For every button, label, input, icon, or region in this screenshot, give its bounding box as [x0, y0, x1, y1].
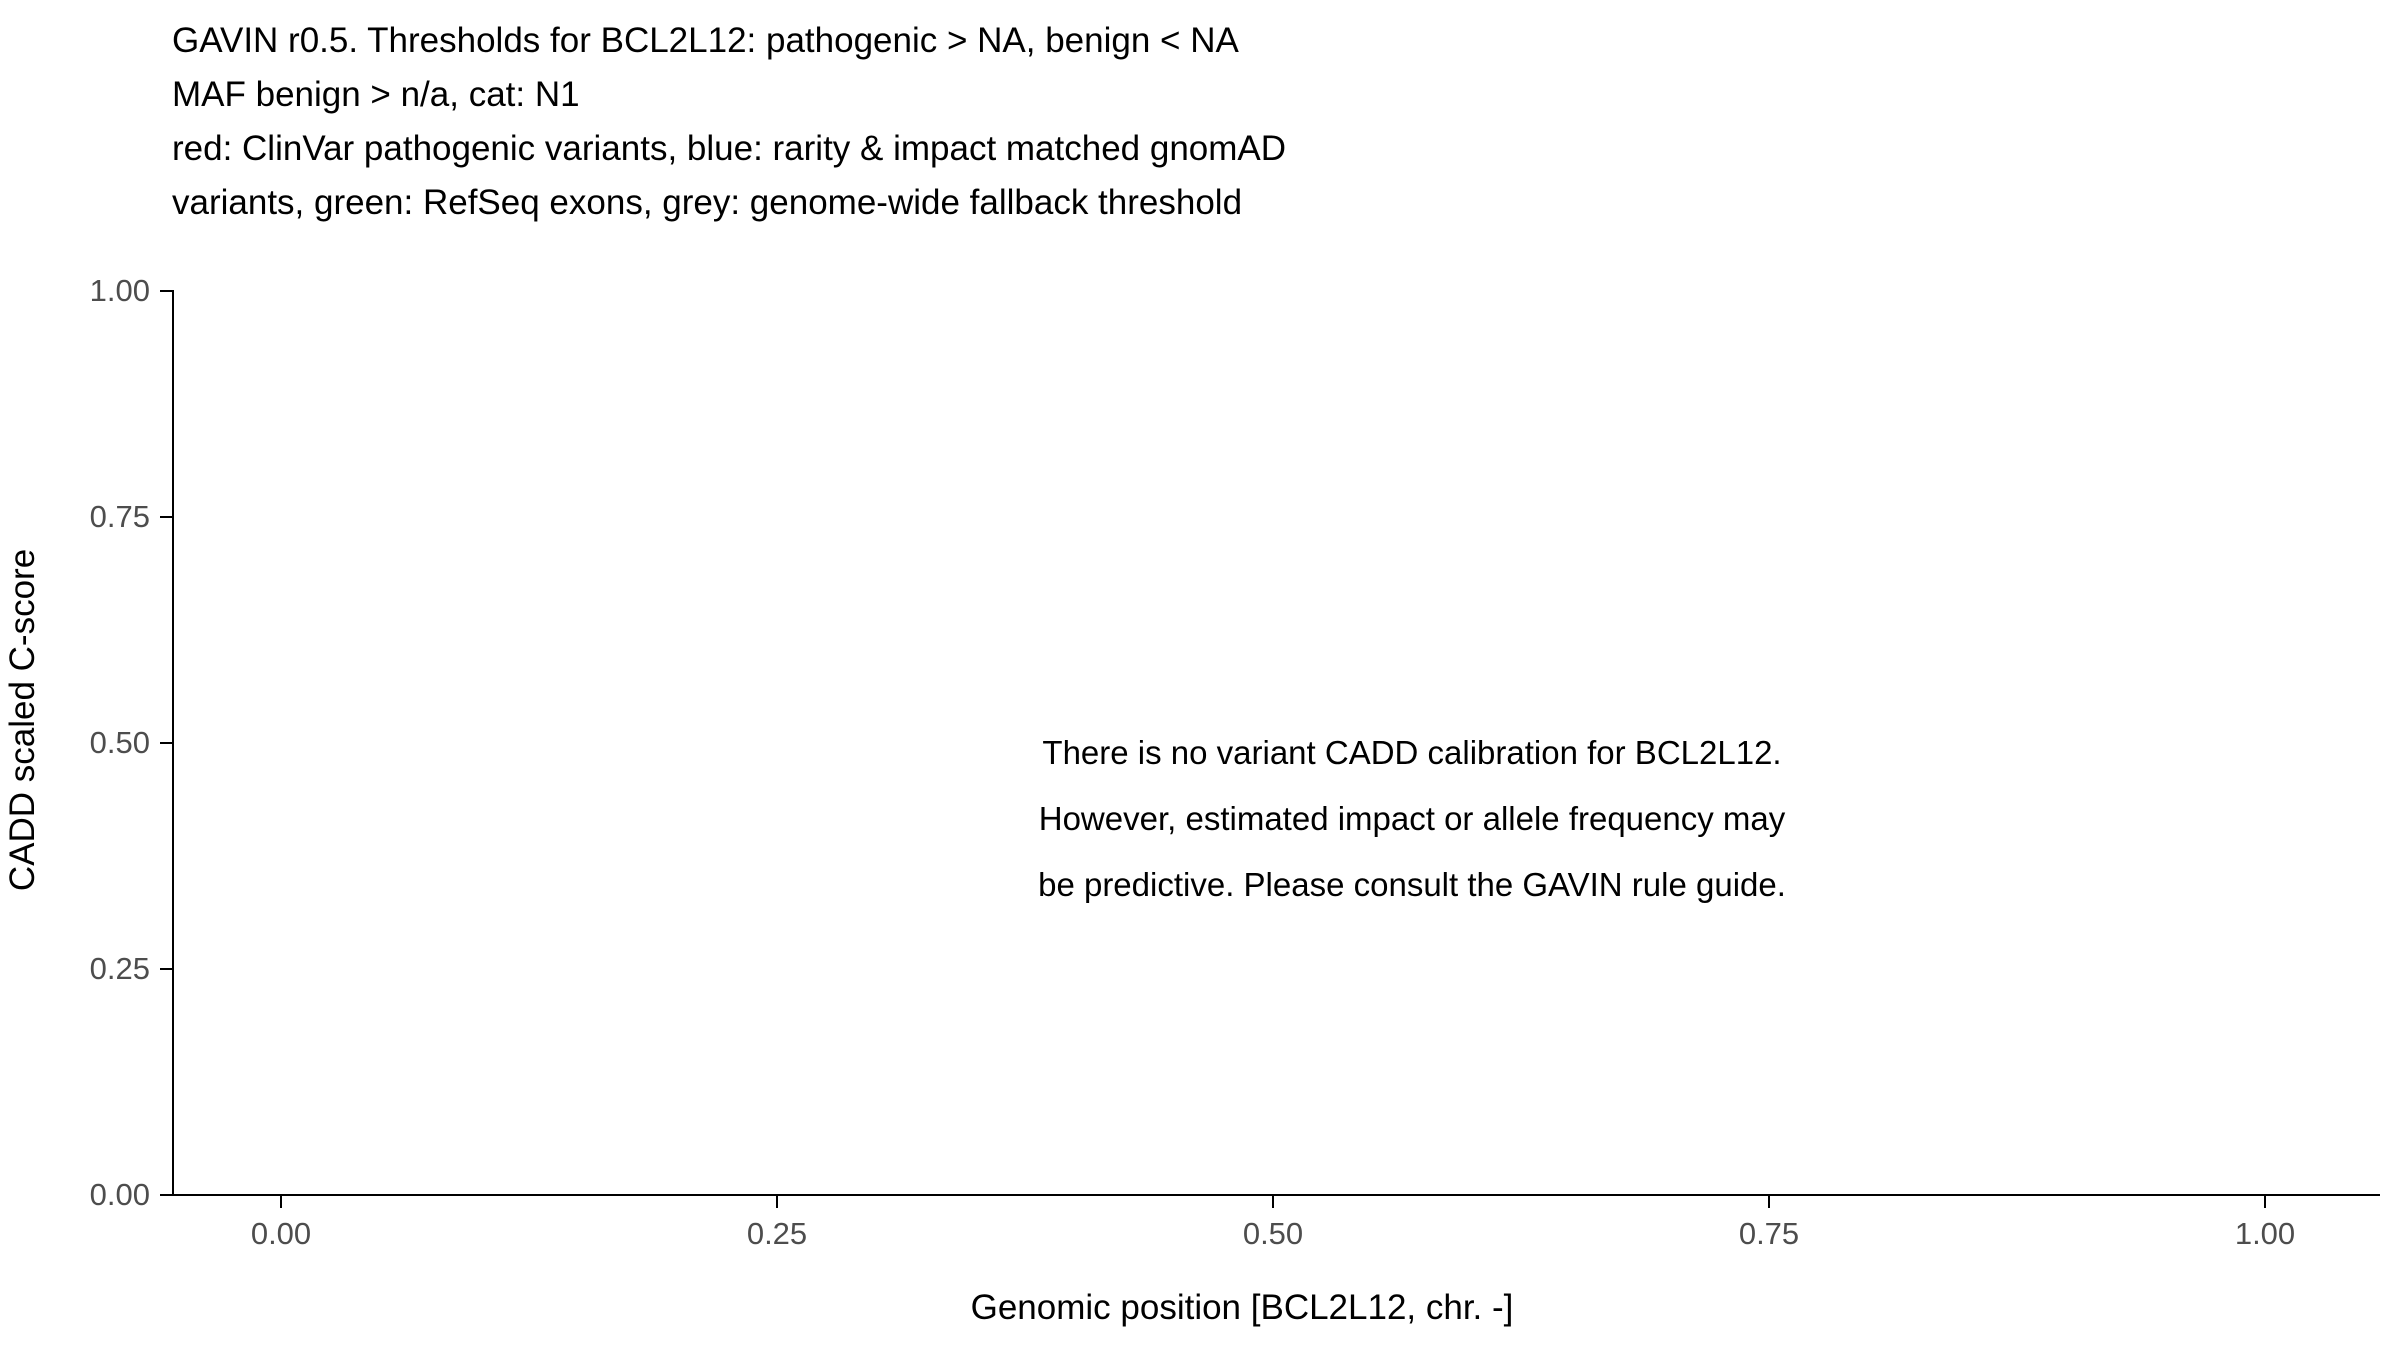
- no-calibration-annotation: [812, 720, 2012, 918]
- x-tick-mark: [1768, 1196, 1770, 1208]
- x-tick-mark: [1272, 1196, 1274, 1208]
- x-tick-label: 1.00: [2234, 1216, 2296, 1251]
- x-tick-label: 0.25: [746, 1216, 808, 1251]
- annotation-line-1: There is no variant CADD calibration for BCL2L12.: [1042, 734, 1782, 771]
- y-tick-mark: [160, 968, 172, 970]
- chart-title-line-1: GAVIN r0.5. Thresholds for BCL2L12: pathogenic > NA, benign < NA: [172, 21, 1239, 60]
- annotation-line-2: However, estimated impact or allele frequency may: [1038, 800, 1786, 837]
- chart-title-line-2: MAF benign > n/a, cat: N1: [172, 75, 580, 114]
- plot-panel: [172, 290, 2380, 1194]
- x-tick-mark: [776, 1196, 778, 1208]
- chart-title-line-4: variants, green: RefSeq exons, grey: genome-wide fallback threshold: [172, 183, 1243, 222]
- y-axis-title-label: CADD scaled C-score: [3, 548, 42, 892]
- y-tick-mark: [160, 742, 172, 744]
- chart-title: [172, 14, 2272, 230]
- y-tick-mark: [160, 290, 172, 292]
- x-tick-mark: [2264, 1196, 2266, 1208]
- y-axis-title: [0, 260, 46, 1180]
- chart-title-line-3: red: ClinVar pathogenic variants, blue: rarity & impact matched gnomAD: [172, 129, 1287, 168]
- annotation-line-3: be predictive. Please consult the GAVIN rule guide.: [1038, 866, 1786, 903]
- x-tick-label: 0.00: [250, 1216, 312, 1251]
- y-tick-label: 0.75: [89, 499, 150, 534]
- x-tick-label: 0.50: [1242, 1216, 1304, 1251]
- y-tick-label: 1.00: [89, 273, 150, 308]
- y-axis-line: [172, 290, 174, 1196]
- x-tick-mark: [280, 1196, 282, 1208]
- x-axis-title: Genomic position [BCL2L12, chr. -]: [970, 1288, 1514, 1327]
- y-tick-mark: [160, 516, 172, 518]
- x-axis-line: [172, 1194, 2380, 1196]
- y-tick-label: 0.25: [89, 951, 150, 986]
- y-tick-mark: [160, 1194, 172, 1196]
- y-tick-label: 0.50: [89, 725, 150, 760]
- x-tick-label: 0.75: [1738, 1216, 1800, 1251]
- y-tick-label: 0.00: [89, 1177, 150, 1212]
